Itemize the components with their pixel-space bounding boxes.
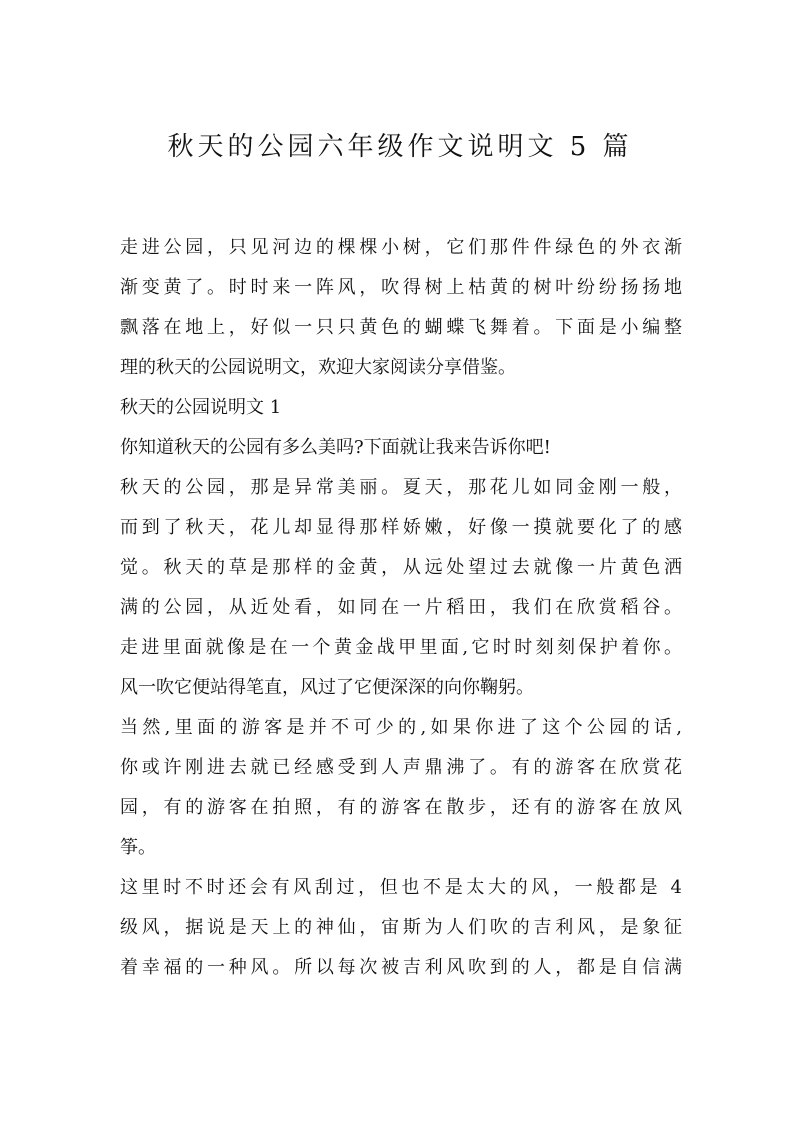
text-line-content: 而到了秋天，花儿却显得那样娇嫩，好像一摸就要化了的感 <box>120 517 682 538</box>
text-line-content: 你或许刚进去就已经感受到人声鼎沸了。有的游客在欣赏花 <box>120 757 682 778</box>
text-line <box>120 548 682 588</box>
document-title: 秋天的公园六年级作文说明文 5 篇 <box>167 132 633 162</box>
text-line <box>120 748 682 788</box>
text-line <box>120 348 682 388</box>
text-line-content: 风一吹它便站得笔直，风过了它便深深的向你鞠躬。 <box>120 677 534 698</box>
text-line <box>120 628 682 668</box>
text-line-content: 你知道秋天的公园有多么美吗?下面就让我来告诉你吧! <box>120 437 551 458</box>
text-line <box>120 508 682 548</box>
text-line <box>120 228 682 268</box>
text-line-content: 园，有的游客在拍照，有的游客在散步，还有的游客在放风 <box>120 797 682 818</box>
text-line <box>120 268 682 308</box>
text-line-content: 秋天的公园说明文 1 <box>120 397 282 418</box>
text-line <box>120 308 682 348</box>
text-line-content: 满的公园，从近处看，如同在一片稻田，我们在欣赏稻谷。 <box>120 597 682 618</box>
text-line-content: 觉。秋天的草是那样的金黄，从远处望过去就像一片黄色洒 <box>120 557 682 578</box>
text-line <box>120 428 682 468</box>
text-line-content: 飘落在地上，好似一只只黄色的蝴蝶飞舞着。下面是小编整 <box>120 317 682 338</box>
text-line <box>120 588 682 628</box>
text-line-content: 级风，据说是天上的神仙，宙斯为人们吹的吉利风，是象征 <box>120 917 682 938</box>
text-line <box>120 388 682 428</box>
text-line-content: 这里时不时还会有风刮过，但也不是太大的风，一般都是 4 <box>120 877 682 898</box>
text-line-content: 筝。 <box>120 837 156 858</box>
text-line-content: 渐变黄了。时时来一阵风，吹得树上枯黄的树叶纷纷扬扬地 <box>120 277 682 298</box>
text-line-content: 走进里面就像是在一个黄金战甲里面,它时时刻刻保护着你。 <box>120 637 682 658</box>
text-line <box>120 708 682 748</box>
text-line <box>120 908 682 948</box>
text-line <box>120 868 682 908</box>
text-line <box>120 468 682 508</box>
text-line-content: 着幸福的一种风。所以每次被吉利风吹到的人，都是自信满 <box>120 957 682 978</box>
text-line <box>120 668 682 708</box>
text-line <box>120 828 682 868</box>
text-line-content: 理的秋天的公园说明文，欢迎大家阅读分享借鉴。 <box>120 357 516 378</box>
document-body <box>120 228 682 988</box>
text-line-content: 走进公园，只见河边的棵棵小树，它们那件件绿色的外衣渐 <box>120 237 682 258</box>
text-line-content: 秋天的公园，那是异常美丽。夏天，那花儿如同金刚一般， <box>120 477 682 498</box>
text-line-content: 当然,里面的游客是并不可少的,如果你进了这个公园的话, <box>120 717 682 738</box>
text-line <box>120 788 682 828</box>
text-line <box>120 948 682 988</box>
